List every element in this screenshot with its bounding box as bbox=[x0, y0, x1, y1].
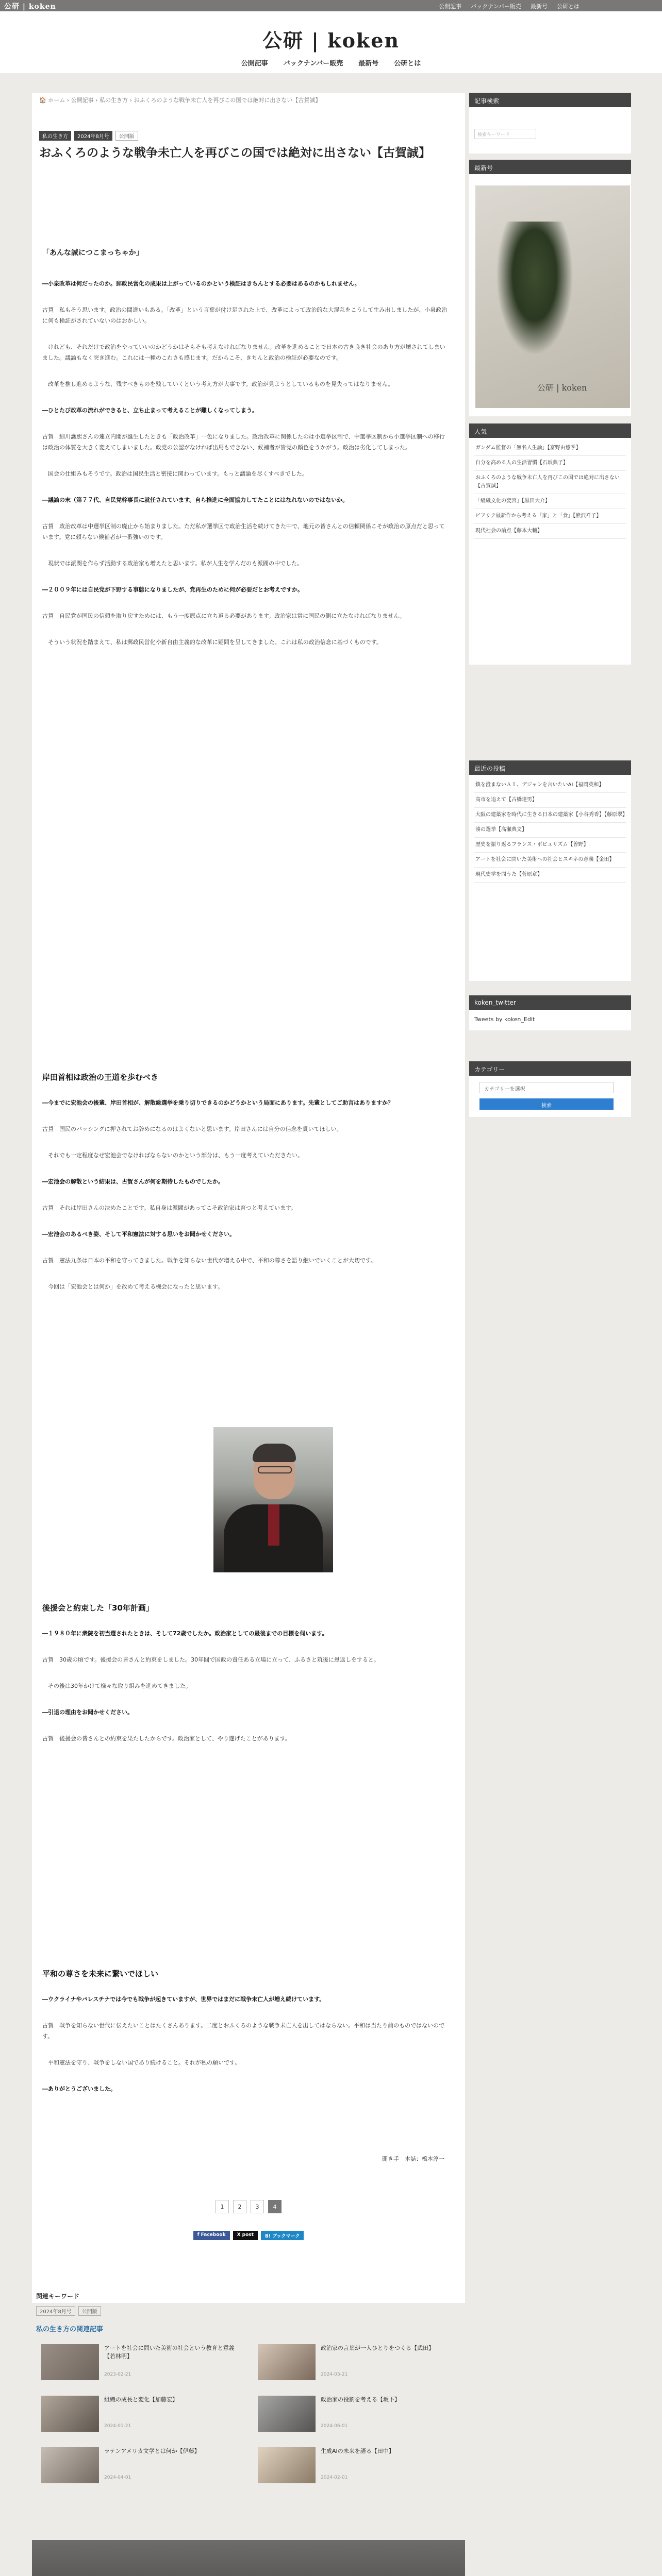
facebook-share-button[interactable]: f Facebook bbox=[193, 2231, 230, 2240]
page-2[interactable]: 2 bbox=[233, 2200, 246, 2213]
sidebar-recent-heading: 最近の投稿 bbox=[469, 760, 631, 775]
site-logo[interactable]: 公研 | koken bbox=[262, 29, 400, 52]
top-nav-backnumber[interactable]: バックナンバー販売 bbox=[471, 3, 521, 10]
interview-photo bbox=[213, 1427, 333, 1572]
twitter-timeline-link[interactable]: Tweets by koken_Edit bbox=[474, 1016, 535, 1023]
recent-item[interactable]: 大阪の建築家を時代に生きる日本の建築家【小谷秀香】【藤原翠】 bbox=[474, 808, 626, 823]
sidebar-search-input[interactable]: 検索キーワード bbox=[474, 129, 536, 139]
recent-list bbox=[474, 778, 626, 883]
section-heading-peace: 平和の尊さを未来に繋いでほしい bbox=[42, 1969, 159, 1978]
article-paragraph: それでも一定程度なぜ宏池会でなければならないのかという部分は、もう一度考えていただきたい。 bbox=[42, 1152, 303, 1159]
related-thumbnail bbox=[258, 2396, 316, 2432]
popular-item[interactable]: ガンダム監督の「無名人生論」【富野由悠季】 bbox=[474, 441, 626, 456]
keywords-label: 関連キーワード bbox=[36, 2293, 80, 2300]
article-paragraph: 今回は「宏池会とは何か」を改めて考える機会になったと思います。 bbox=[42, 1283, 224, 1290]
article-paragraph: 国会の仕組みもそうです。政治は国民生活と密接に関わっています。もっと議論を尽くすべきでした。 bbox=[42, 470, 308, 477]
article-paragraph: 古賀 それは岸田さんの決めたことです。私自身は派閥があってこそ政治家は育つと考えています。 bbox=[42, 1205, 297, 1211]
article-paragraph: 古賀 政治改革は中選挙区制の廃止から始まりました。ただ私が選挙区で政治生活を続けてきた中で、地元の皆さんとの信頼関係こそが政治の原点だと思っています。党に頼らない候補者が一番強いのです。 bbox=[42, 523, 445, 540]
popular-item[interactable]: ビアリテ最新作から考える「家」と「食」【熊沢祥子】 bbox=[474, 509, 626, 524]
latest-issue-cover[interactable] bbox=[475, 185, 630, 408]
main-nav bbox=[0, 58, 662, 67]
related-thumbnail bbox=[258, 2344, 316, 2380]
section-heading-kishida: 岸田首相は政治の王道を歩むべき bbox=[42, 1073, 159, 1082]
top-nav-latest[interactable]: 最新号 bbox=[531, 3, 548, 10]
article-paragraph: 古賀 後援会の皆さんとの約束を果たしたからです。政治家として、やり遂げたことがあります。 bbox=[42, 1735, 291, 1742]
interview-question: ―ひとたび改革の流れができると、立ち止まって考えることが難しくなってしまう。 bbox=[42, 407, 258, 414]
article-paragraph: その後は30年かけて様々な取り組みを進めてきました。 bbox=[42, 1683, 191, 1689]
sidebar-category-heading: カテゴリー bbox=[469, 1061, 631, 1076]
article-card bbox=[32, 93, 465, 2303]
x-post-button[interactable]: X post bbox=[233, 2231, 258, 2240]
keyword-tags bbox=[36, 2306, 101, 2316]
interviewer-byline: 聞き手 本誌：橋本淳一 bbox=[382, 2156, 444, 2162]
article-paragraph: 古賀 私もそう思います。政治の間違いもある。「改革」という言葉が付け足された上で、改革によって政治的な大混乱をこうして生み出しましたが、小泉政治に何も検証がされていないのはおかしい。 bbox=[42, 307, 448, 324]
hatena-bookmark-button[interactable]: B! ブックマーク bbox=[261, 2231, 304, 2240]
article-paragraph: 古賀 戦争を知らない世代に伝えたいことはたくさんあります。二度とおふくろのような戦争未亡人を出してはならない。平和は当たり前のものではないのです。 bbox=[42, 2022, 445, 2040]
sidebar-twitter-box bbox=[469, 1010, 631, 1030]
interview-question: ―小泉改革は何だったのか。郵政民営化の成果は上がっているのかという検証はきちんとする必要はあるのかもしれません。 bbox=[42, 280, 360, 287]
interview-question: ―宏池会の解散という結果は、古賀さんが何を期待したものでしたか。 bbox=[42, 1178, 224, 1185]
article-paragraph: 現状では派閥を作らず活動する政治家も増えたと思います。私が人生を学んだのも派閥の中でした。 bbox=[42, 560, 303, 567]
top-nav-about[interactable]: 公研とは bbox=[557, 3, 580, 10]
interview-question: ―引退の理由をお聞かせください。 bbox=[42, 1709, 133, 1716]
section-heading-30year-plan: 後援会と約束した「30年計画」 bbox=[42, 1603, 154, 1613]
page-1[interactable]: 1 bbox=[216, 2200, 229, 2213]
article-paragraph: 古賀 細川護熙さんの連立内閣が誕生したときも「政治改革」一色になりました。政治改革に関係したのは小選挙区制で、中選挙区制から小選挙区制への移行は政治の体質を大きく変えてしまいました。政党の公認がなければ出馬もできない、候補者が皆党の顔色をうかがう。政治は劣化してしまった。 bbox=[42, 433, 445, 451]
article-tags bbox=[39, 131, 138, 141]
related-item[interactable]: 組織の成長と変化【加藤宏】 2024-01-21 bbox=[41, 2396, 237, 2436]
article-paragraph: そういう状況を踏まえて、私は郵政民営化や新自由主義的な改革に疑問を呈してきました。これは私の政治信念に基づくものです。 bbox=[42, 639, 382, 646]
related-thumbnail bbox=[258, 2447, 316, 2483]
popular-item[interactable]: 「組織文化の変容」【黒田大介】 bbox=[474, 494, 626, 509]
popular-item[interactable]: おふくろのような戦争未亡人を再びこの国では絶対に出さない【古賀誠】 bbox=[474, 471, 626, 494]
nav-backnumber[interactable]: バックナンバー販売 bbox=[283, 60, 343, 67]
interview-question: ―１９８０年に衆院を初当選されたときは、そして72歳でしたか。政治家としての最後までの目標を伺います。 bbox=[42, 1630, 328, 1637]
sidebar-category-box bbox=[469, 1076, 631, 1117]
article-paragraph: 平和憲法を守り、戦争をしない国であり続けること。それが私の願いです。 bbox=[42, 2059, 241, 2066]
interview-question: ―ありがとうございました。 bbox=[42, 2086, 116, 2092]
cover-logo: 公研 | koken bbox=[537, 383, 587, 393]
sidebar-popular-heading: 人気 bbox=[469, 423, 631, 438]
article-title: おふくろのような戦争未亡人を再びこの国では絶対に出さない【古賀誠】 bbox=[39, 146, 431, 160]
site-header bbox=[0, 11, 662, 73]
article-paragraph: 古賀 自民党が国民の信頼を取り戻すためには、もう一度原点に立ち返る必要があります。政治家は常に国民の側に立たなければなりません。 bbox=[42, 613, 405, 619]
related-item[interactable]: ラテンアメリカ文学とは何か【伊藤】 2024-04-01 bbox=[41, 2447, 237, 2487]
top-nav-public[interactable]: 公開記事 bbox=[439, 3, 462, 10]
nav-about[interactable]: 公研とは bbox=[394, 60, 421, 67]
article-paragraph: 古賀 30歳の頃です。後援会の皆さんと約束をしました。30年間で国政の責任ある立場に立って、ふるさと筑後に恩返しをすると。 bbox=[42, 1656, 379, 1663]
article-lead-heading: 「あんな誠につこまっちゃか」 bbox=[42, 249, 143, 257]
related-item[interactable]: アートを社会に問いた美術の社会という教育と意義【若林明】 2023-02-21 bbox=[41, 2344, 237, 2384]
popular-item[interactable]: 現代社会の論点【藤本大輔】 bbox=[474, 524, 626, 539]
page-4-current[interactable]: 4 bbox=[268, 2200, 282, 2213]
nav-public-articles[interactable]: 公開記事 bbox=[241, 60, 268, 67]
popular-item[interactable]: 自分を高める人の生活習慣【石坂典子】 bbox=[474, 456, 626, 471]
recent-item[interactable]: 高市を追えて【古橋達男】 bbox=[474, 793, 626, 808]
related-thumbnail bbox=[41, 2344, 99, 2380]
recent-item[interactable]: 湊の選挙【高瀬典文】 bbox=[474, 823, 626, 838]
interview-question: ―ウクライナやパレスチナでは今でも戦争が起きていますが、世界ではまだに戦争未亡人が増え続けています。 bbox=[42, 1996, 325, 2003]
top-nav bbox=[439, 2, 580, 10]
sidebar-search-heading: 記事検索 bbox=[469, 93, 631, 107]
sidebar-latest-heading: 最新号 bbox=[469, 160, 631, 174]
interview-question: ―２００９年には自民党が下野する事態になりましたが、党再生のために何が必要だとお考えですか。 bbox=[42, 586, 303, 593]
related-item[interactable]: 政治家の役割を考える【坂下】 2024-06-01 bbox=[258, 2396, 454, 2436]
small-site-logo[interactable]: 公研 | koken bbox=[4, 3, 56, 11]
keyword-tag[interactable]: 2024年8月号 bbox=[36, 2306, 75, 2316]
recent-item[interactable]: 歴史を振り返るフランス・ポピュリズム【曽野】 bbox=[474, 838, 626, 853]
type-tag[interactable]: 公開版 bbox=[115, 131, 138, 141]
article-paragraph: 古賀 国民のバッシングに押されてお辞めになるのはよくないと思います。岸田さんには自分の信念を貫いてほしい。 bbox=[42, 1126, 342, 1132]
article-paragraph: 改革を推し進めるような、残すべきものを残していくという考え方が大事です。政治が見ようとしているものを見失ってはなりません。 bbox=[42, 381, 394, 387]
nav-latest-issue[interactable]: 最新号 bbox=[358, 60, 379, 67]
category-search-button[interactable]: 検索 bbox=[479, 1098, 614, 1110]
related-heading: 私の生き方の関連記事 bbox=[36, 2326, 104, 2333]
interview-question: ―宏池会のあるべき姿、そして平和憲法に対する思いをお聞かせください。 bbox=[42, 1231, 235, 1238]
interview-question: ―今までに宏池会の後輩、岸田首相が、解散総選挙を乗り切りできるのかどうかという局面にあります。先輩としてご助言はありますか？ bbox=[42, 1099, 394, 1106]
related-thumbnail bbox=[41, 2447, 99, 2483]
recent-item[interactable]: 鎮を澄まないＡＩ、デジャンを言いたいAI【福岡英和】 bbox=[474, 778, 626, 793]
popular-list bbox=[474, 441, 626, 539]
related-thumbnail bbox=[41, 2396, 99, 2432]
follow-banner bbox=[32, 2540, 465, 2576]
pagination bbox=[32, 2200, 465, 2213]
sidebar-twitter-heading: koken_twitter bbox=[469, 995, 631, 1010]
interview-question: ―議論の末（第７７代、自民党幹事長に就任されています。自ら推進に全面協力してたことにはなれないのではないか。 bbox=[42, 497, 349, 503]
related-item[interactable]: 政治家の言葉が一人ひとりをつくる【武田】 2024-03-21 bbox=[258, 2344, 454, 2384]
related-item[interactable]: 生成AIの未来を語る【田中】 2024-02-01 bbox=[258, 2447, 454, 2487]
issue-tag[interactable]: 2024年8月号 bbox=[74, 131, 112, 141]
recent-item[interactable]: 現代史学を問うた【菅原章】 bbox=[474, 868, 626, 883]
article-paragraph: 古賀 憲法九条は日本の平和を守ってきました。戦争を知らない世代が増える中で、平和の尊さを語り継いでいくことが大切です。 bbox=[42, 1257, 376, 1264]
breadcrumb[interactable]: 🏠 ホーム › 公開記事 › 私の生き方 › おふくろのような戦争未亡人を再びこの国では絶対に出さない【古賀誠】 bbox=[39, 97, 321, 104]
share-buttons bbox=[32, 2231, 465, 2240]
top-bar bbox=[0, 0, 662, 11]
keyword-tag[interactable]: 公開版 bbox=[78, 2306, 101, 2316]
recent-item[interactable]: アートを社会に問いた美術への社会とスキネの意義【金田】 bbox=[474, 853, 626, 868]
category-tag[interactable]: 私の生き方 bbox=[39, 131, 71, 141]
page-3[interactable]: 3 bbox=[251, 2200, 264, 2213]
article-paragraph: けれども、それだけで政治をやっていいのかどうかはそもそも考えなければなりません。改革を進めることで日本の古き良き社会のあり方が壊されてしまいました。議論もなく突き進む。これには一種のこわさも感じます。だからこそ、きちんと政治の検証が必要なのです。 bbox=[42, 344, 445, 361]
category-select[interactable]: カテゴリーを選択 bbox=[479, 1082, 614, 1093]
